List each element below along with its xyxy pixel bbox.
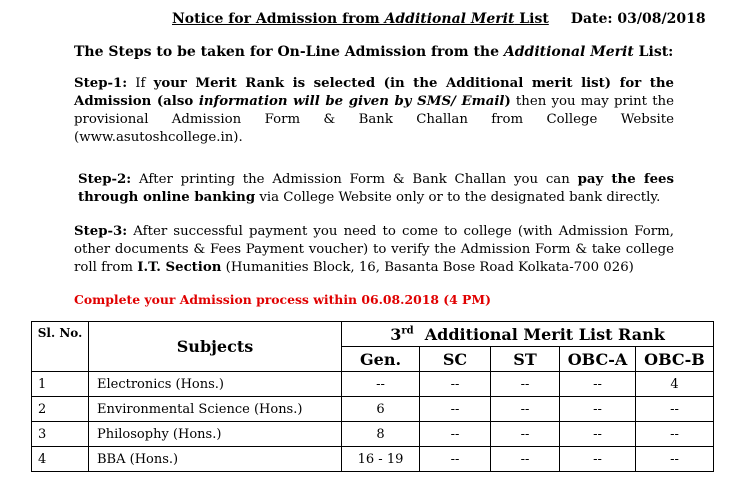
steps-heading-prefix: The Steps to be taken for On-Line Admission from the bbox=[74, 44, 504, 60]
step-1-label: Step-1: bbox=[74, 76, 128, 91]
col-header-sc: SC bbox=[420, 347, 491, 372]
table-row bbox=[32, 372, 714, 397]
col-header-obc-b: OBC-B bbox=[636, 347, 714, 372]
row-sl: 4 bbox=[32, 447, 89, 472]
col-header-gen: Gen. bbox=[342, 347, 420, 372]
merit-rank-header bbox=[342, 322, 714, 347]
row-subject: Electronics (Hons.) bbox=[89, 372, 342, 397]
merit-rank-number: 3 bbox=[390, 324, 402, 344]
table-row bbox=[32, 422, 714, 447]
row-obc-a: -- bbox=[560, 397, 636, 422]
table-row bbox=[32, 447, 714, 472]
row-obc-b: 4 bbox=[636, 372, 714, 397]
notice-title-text bbox=[172, 11, 549, 27]
notice-date: Date: 03/08/2018 bbox=[570, 11, 706, 27]
notice-title-tail: List bbox=[514, 11, 549, 27]
steps-heading-suffix: List: bbox=[633, 44, 674, 60]
row-st: -- bbox=[491, 397, 560, 422]
table-row bbox=[32, 397, 714, 422]
row-gen: 8 bbox=[342, 422, 420, 447]
row-sl: 3 bbox=[32, 422, 89, 447]
row-st: -- bbox=[491, 422, 560, 447]
row-gen: 6 bbox=[342, 397, 420, 422]
row-subject: Environmental Science (Hons.) bbox=[89, 397, 342, 422]
step-3-text-a: After successful payment you need to come to college (with Admission Form, other documents & Fees Payment voucher) to verify the Admission Form & take college roll from bbox=[74, 224, 674, 275]
row-subject: Philosophy (Hons.) bbox=[89, 422, 342, 447]
merit-list-table bbox=[31, 321, 714, 472]
row-sl: 1 bbox=[32, 372, 89, 397]
step-1-bold-b: ) bbox=[504, 94, 511, 109]
row-obc-a: -- bbox=[560, 372, 636, 397]
row-sc: -- bbox=[420, 397, 491, 422]
subjects-header: Subjects bbox=[89, 322, 342, 372]
col-header-obc-a: OBC-A bbox=[560, 347, 636, 372]
row-sl: 2 bbox=[32, 397, 89, 422]
row-sc: -- bbox=[420, 447, 491, 472]
row-sc: -- bbox=[420, 422, 491, 447]
merit-rank-ordinal: rd bbox=[401, 325, 414, 337]
step-3-paragraph bbox=[74, 223, 674, 277]
steps-heading-italic: Additional Merit bbox=[503, 44, 634, 60]
step-1-bold-italic: information will be given by SMS/ Email bbox=[198, 94, 505, 109]
notice-title bbox=[172, 11, 706, 27]
row-sc: -- bbox=[420, 372, 491, 397]
merit-rank-title: Additional Merit List Rank bbox=[413, 324, 665, 344]
step-2-label: Step-2: bbox=[78, 172, 132, 187]
row-obc-a: -- bbox=[560, 447, 636, 472]
steps-heading bbox=[74, 44, 673, 60]
deadline-notice: Complete your Admission process within 06.08.2018 (4 PM) bbox=[74, 292, 491, 307]
step-2-text-a: After printing the Admission Form & Bank Challan you can bbox=[131, 172, 578, 187]
step-2-bold: pay the fees through online banking bbox=[78, 172, 674, 205]
notice-title-main: Notice for Admission from bbox=[172, 11, 385, 27]
step-3-label: Step-3: bbox=[74, 224, 128, 239]
step-3-text-b: (Humanities Block, 16, Basanta Bose Road Kolkata-700 026) bbox=[221, 260, 634, 275]
row-gen: 16 - 19 bbox=[342, 447, 420, 472]
table-header-row-1 bbox=[32, 322, 714, 347]
row-st: -- bbox=[491, 372, 560, 397]
step-2-text-b: via College Website only or to the designated bank directly. bbox=[255, 190, 661, 205]
step-2-paragraph bbox=[78, 171, 674, 207]
notice-title-italic: Additional Merit bbox=[384, 11, 515, 27]
row-obc-a: -- bbox=[560, 422, 636, 447]
step-1-text-b: then you may print the provisional Admission Form & Bank Challan from College Website (www.asutoshcollege.in). bbox=[74, 94, 674, 145]
row-st: -- bbox=[491, 447, 560, 472]
step-1-text-a: If bbox=[127, 76, 154, 91]
step-1-bold-a: your Merit Rank is selected (in the Additional merit list) for the Admission (also bbox=[74, 76, 674, 109]
row-obc-b: -- bbox=[636, 422, 714, 447]
row-obc-b: -- bbox=[636, 447, 714, 472]
col-header-st: ST bbox=[491, 347, 560, 372]
row-subject: BBA (Hons.) bbox=[89, 447, 342, 472]
row-obc-b: -- bbox=[636, 397, 714, 422]
step-3-bold: I.T. Section bbox=[137, 260, 222, 275]
row-gen: -- bbox=[342, 372, 420, 397]
step-1-paragraph bbox=[74, 75, 674, 147]
sl-no-header: Sl. No. bbox=[32, 322, 89, 372]
